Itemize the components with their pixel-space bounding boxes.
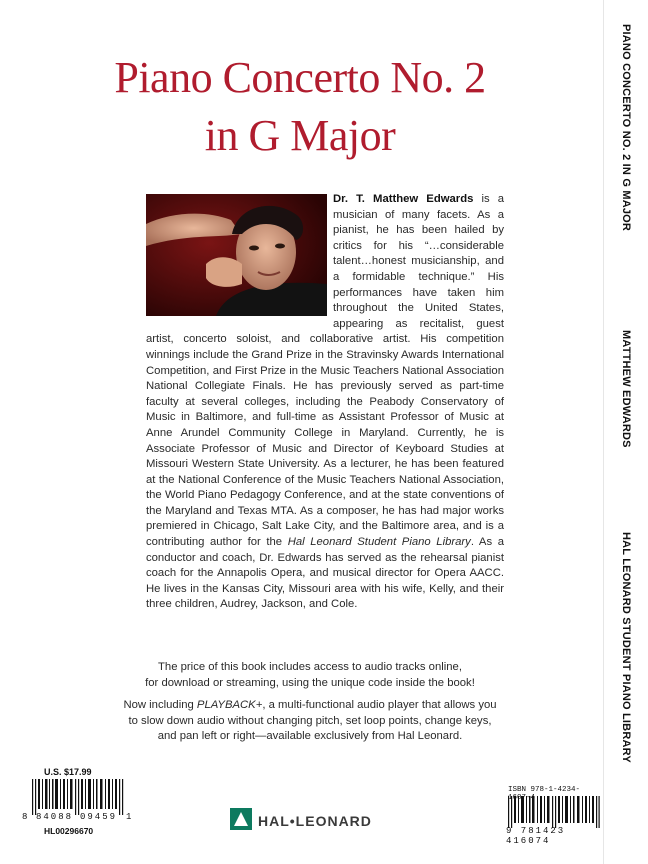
playback-plus-note xyxy=(110,698,510,745)
author-name: Dr. T. Matthew Edwards xyxy=(333,193,474,205)
spine-author: MATTHEW EDWARDS xyxy=(620,330,632,448)
spine-title: PIANO CONCERTO NO. 2 IN G MAJOR xyxy=(620,24,632,232)
upc-digits-left: 84088 xyxy=(36,812,74,822)
isbn-barcode xyxy=(508,796,600,828)
cover-title-line-2: in G Major xyxy=(204,111,396,160)
product-code: HL00296670 xyxy=(44,826,94,836)
upc-digit-first: 8 xyxy=(22,812,30,822)
price-label: U.S. $17.99 xyxy=(44,767,92,777)
publisher-logo xyxy=(230,808,420,838)
cover-title-line-1: Piano Concerto No. 2 xyxy=(114,53,486,102)
audio-access-note xyxy=(110,660,510,691)
isbn-label: ISBN 978-1-4234-1607-4 xyxy=(508,786,581,802)
hal-leonard-emblem-icon xyxy=(230,808,252,830)
isbn-barcode-digits: 9 781423 416074 xyxy=(506,826,566,846)
audio-access-line-1: The price of this book includes access to audio tracks online, xyxy=(158,661,462,673)
series-title-mention: Hal Leonard Student Piano Library xyxy=(287,536,471,549)
playback-line-3: and pan left or right—available exclusively from Hal Leonard. xyxy=(157,730,463,743)
author-biography xyxy=(146,192,504,613)
upc-digits-right: 09459 xyxy=(80,812,118,822)
bio-text-part-2: . As a conductor and coach, Dr. Edwards has served as the rehearsal pianist coach for the Annapolis Opera, and musical director for Opera AACC. He lives in the Kansas City, Missouri area with his wife, Kelly, and their three children, Audrey, Jackson, and Cole. xyxy=(146,536,504,611)
playback-line-2: to slow down audio without changing pitch, set loop points, change keys, xyxy=(128,714,492,727)
playback-line-1: Now including PLAYBACK+, a multi-functional audio player that allows you xyxy=(123,699,497,711)
bio-text-part-1: is a musician of many facets. As a pianist, he has been hailed by critics for his “…considerable talent…honest musicianship, and a formidable technique.” His performances have taken him throughout the United States, appearing as recitalist, guest artist, concerto soloist, and collaborative artist. His competition winnings include the Grand Prize in the Stravinsky Awards International Competition, and First Prize in the Music Teachers National Association National Collegiate Finals. He has previously served as part-time faculty at several colleges, including the Peabody Conservatory of Music in Baltimore, and full-time as Assistant Professor of Music at Anne Arundel Community College in Maryland. Currently, he is Associate Professor of Music and Director of Keyboard Studies at Missouri Western State University. As a lecturer, he has been featured at the National Conference of the Music Teachers National Association, the World Piano Pedagogy Conference, and at the state conventions of the Maryland and Texas MTA. As a composer, he has had major works premiered in Chicago, Salt Lake City, and the Baltimore area, and is a contributing author for the xyxy=(146,193,505,549)
upc-barcode xyxy=(30,779,124,815)
upc-digit-last: 1 xyxy=(126,812,134,822)
publisher-name: HAL•LEONARD xyxy=(258,813,372,829)
playback-plus-brand: PLAYBACK+ xyxy=(196,699,263,711)
audio-access-line-2: for download or streaming, using the unique code inside the book! xyxy=(145,676,475,689)
book-spine xyxy=(604,0,648,864)
spine-series: HAL LEONARD STUDENT PIANO LIBRARY xyxy=(620,532,632,763)
